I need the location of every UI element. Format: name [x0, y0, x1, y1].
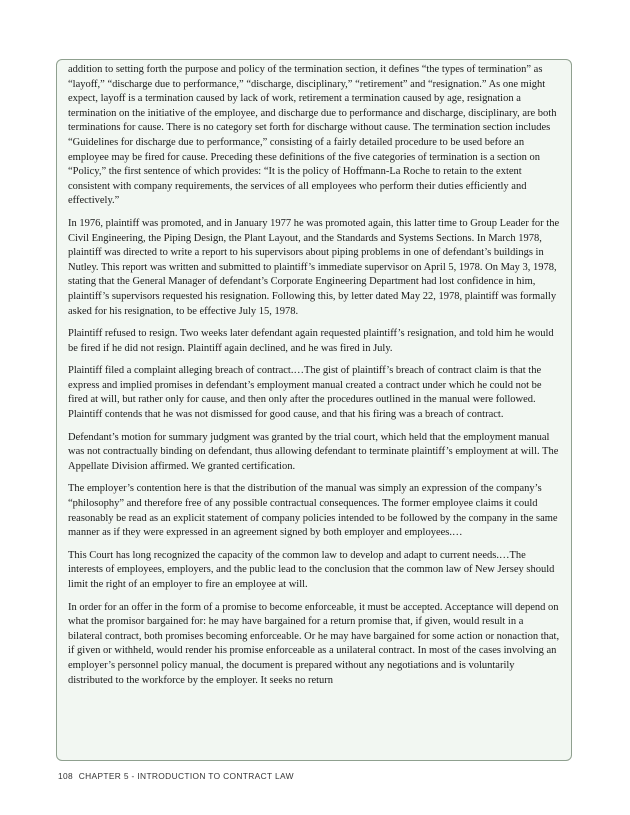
case-paragraph: In order for an offer in the form of a promise to become enforceable, it must be accepted. Acceptance will depend on what the promisor bargained for: he may have bargained for a return promise that, if given, would result in a bilateral contract, both promises becoming enforceable. Or he may have bargained for some action or nonaction that, if given or withheld, would render his promise enforceable as a unilateral contract. In most of the cases involving an employer’s personnel policy manual, the document is prepared without any negotiations and is voluntarily distributed to the workforce by the employer. It seeks no return [68, 601, 560, 686]
page-footer [58, 771, 294, 781]
page-number: 108 [58, 771, 74, 781]
case-paragraph: Plaintiff refused to resign. Two weeks later defendant again requested plaintiff’s resignation, and told him he would be fired if he did not resign. Plaintiff again declined, and he was fired in July. [68, 328, 554, 354]
case-paragraph: This Court has long recognized the capacity of the common law to develop and adapt to current needs.…The interests of employees, employers, and the public lead to the conclusion that the common law of New Jersey should limit the right of an employer to fire an employee at will. [68, 549, 555, 590]
case-paragraph: Defendant’s motion for summary judgment was granted by the trial court, which held that the employment manual was not contractually binding on defendant, thus allowing defendant to terminate plaintiff’s employment at will. The Appellate Division affirmed. We granted certification. [68, 431, 559, 472]
case-paragraph: Plaintiff filed a complaint alleging breach of contract.…The gist of plaintiff’s breach of contract claim is that the express and implied promises in defendant’s employment manual created a contract under which he could not be fired at will, but rather only for cause, and then only after the procedures outlined in the manual were followed. Plaintiff contends that he was not dismissed for good cause, and that his firing was a breach of contract. [68, 365, 542, 421]
case-paragraph: The employer’s contention here is that the distribution of the manual was simply an expression of the company’s “philosophy” and therefore free of any possible contractual consequences. The former employee claims it could reasonably be read as an explicit statement of company policies intended to be followed by the company in the same manner as if they were expressed in an agreement signed by both employer and employees.… [68, 483, 558, 539]
case-paragraph: addition to setting forth the purpose and policy of the termination section, it defines “the types of termination” as “layoff,” “discharge due to performance,” “discharge, disciplinary,” “retirement” and “resignation.” As one might expect, layoff is a termination caused by lack of work, retirement a termination caused by age, resignation a termination on the initiative of the employee, and discharge due to performance and discharge, disciplinary, are both terminations for cause. There is no category set forth for discharge without cause. The termination section includes “Guidelines for discharge due to performance,” consisting of a fairly detailed procedure to be used before an employee may be fired for cause. Preceding these definitions of the five categories of termination is a section on “Policy,” the first sentence of which provides: “It is the policy of Hoffmann-La Roche to retain to the extent consistent with company requirements, the services of all employees who perform their duties efficiently and effectively.” [68, 64, 557, 207]
case-paragraph: In 1976, plaintiff was promoted, and in January 1977 he was promoted again, this latter time to Group Leader for the Civil Engineering, the Piping Design, the Plant Layout, and the Standards and Systems Sections. In March 1978, plaintiff was directed to write a report to his supervisors about piping problems in one of defendant’s buildings in Nutley. This report was written and submitted to plaintiff’s immediate supervisor on April 5, 1978. On May 3, 1978, stating that the General Manager of defendant’s Corporate Engineering Department had lost confidence in him, plaintiff’s supervisors requested his resignation. Following this, by letter dated May 22, 1978, plaintiff was formally asked for his resignation, to be effective July 15, 1978. [68, 217, 560, 317]
case-excerpt-box [56, 59, 572, 761]
running-head: CHAPTER 5 - INTRODUCTION TO CONTRACT LAW [78, 771, 294, 781]
